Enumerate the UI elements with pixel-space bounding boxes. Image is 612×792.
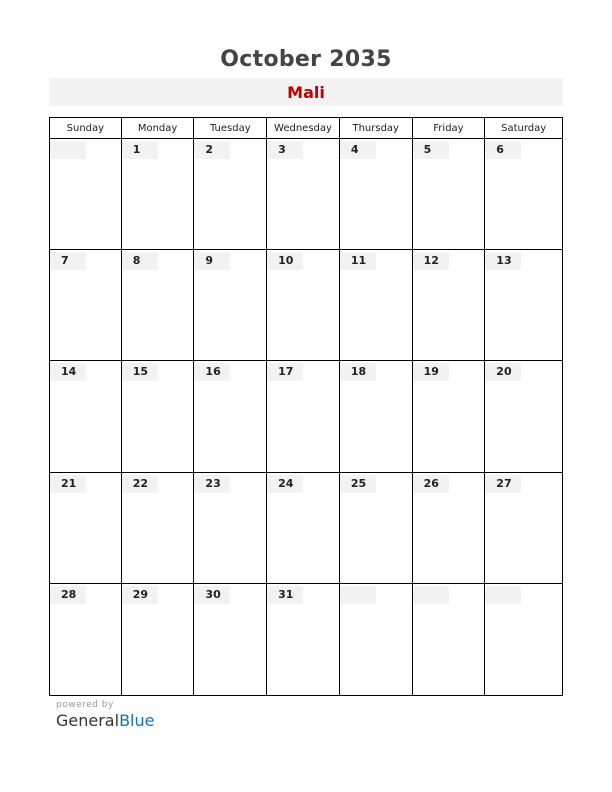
calendar-grid: [49, 117, 563, 696]
day-cell: [50, 584, 122, 695]
day-cell: [267, 139, 340, 250]
day-cell: [194, 361, 267, 472]
day-number: 26: [413, 475, 449, 493]
day-cell: [122, 584, 195, 695]
day-cell: [413, 250, 486, 361]
day-number: 2: [194, 141, 230, 159]
day-number: 8: [122, 252, 158, 270]
day-number: 13: [485, 252, 521, 270]
country-name: Mali: [287, 83, 325, 102]
day-cell: [194, 250, 267, 361]
day-cell: [122, 250, 195, 361]
weekday-header-friday: Friday: [413, 118, 486, 139]
day-number: 21: [50, 475, 86, 493]
day-cell: [50, 473, 122, 584]
weekday-header-wednesday: Wednesday: [267, 118, 340, 139]
day-cell: [50, 139, 122, 250]
day-number: 6: [485, 141, 521, 159]
day-cell: [50, 361, 122, 472]
day-cell: [194, 473, 267, 584]
day-cell: [340, 361, 413, 472]
day-cell: [122, 139, 195, 250]
day-number: 31: [267, 586, 303, 604]
powered-by-text: powered by: [56, 700, 114, 710]
day-cell: [485, 473, 562, 584]
day-cell: [267, 584, 340, 695]
day-cell: [50, 250, 122, 361]
day-number: 3: [267, 141, 303, 159]
day-number: 15: [122, 363, 158, 381]
day-cell: [340, 250, 413, 361]
day-number: 7: [50, 252, 86, 270]
footer: [56, 700, 154, 730]
day-cell: [413, 139, 486, 250]
weekday-header-tuesday: Tuesday: [194, 118, 267, 139]
day-cell: [267, 473, 340, 584]
day-number: 16: [194, 363, 230, 381]
day-cell: [485, 250, 562, 361]
day-number: 11: [340, 252, 376, 270]
day-number: 25: [340, 475, 376, 493]
day-number: 27: [485, 475, 521, 493]
day-cell: [413, 473, 486, 584]
day-cell: [340, 473, 413, 584]
calendar-title: October 2035: [220, 47, 392, 72]
day-number: 17: [267, 363, 303, 381]
day-number: 24: [267, 475, 303, 493]
day-number: 20: [485, 363, 521, 381]
day-cell: [267, 250, 340, 361]
day-number: 22: [122, 475, 158, 493]
brand-general: General: [56, 711, 120, 730]
day-cell: [194, 584, 267, 695]
day-cell: [413, 584, 486, 695]
weekday-header-thursday: Thursday: [340, 118, 413, 139]
weekday-header-saturday: Saturday: [485, 118, 562, 139]
day-number: 18: [340, 363, 376, 381]
day-cell: [413, 361, 486, 472]
day-number: [340, 586, 376, 604]
day-cell: [122, 473, 195, 584]
day-cell: [485, 139, 562, 250]
country-bar: [49, 78, 563, 106]
day-number: 1: [122, 141, 158, 159]
day-number: 12: [413, 252, 449, 270]
day-number: 23: [194, 475, 230, 493]
day-number: 28: [50, 586, 86, 604]
day-number: 5: [413, 141, 449, 159]
day-cell: [340, 584, 413, 695]
day-number: 14: [50, 363, 86, 381]
day-number: 19: [413, 363, 449, 381]
day-cell: [194, 139, 267, 250]
day-number: [50, 141, 86, 159]
day-cell: [267, 361, 340, 472]
day-cell: [485, 584, 562, 695]
day-cell: [485, 361, 562, 472]
day-number: 4: [340, 141, 376, 159]
day-cell: [122, 361, 195, 472]
day-number: 29: [122, 586, 158, 604]
weekday-header-monday: Monday: [122, 118, 195, 139]
day-number: [413, 586, 449, 604]
brand-blue: Blue: [119, 711, 155, 730]
day-cell: [340, 139, 413, 250]
day-number: [485, 586, 521, 604]
weekday-header-sunday: Sunday: [50, 118, 122, 139]
day-number: 30: [194, 586, 230, 604]
day-number: 9: [194, 252, 230, 270]
brand-logo: [56, 711, 154, 730]
day-number: 10: [267, 252, 303, 270]
